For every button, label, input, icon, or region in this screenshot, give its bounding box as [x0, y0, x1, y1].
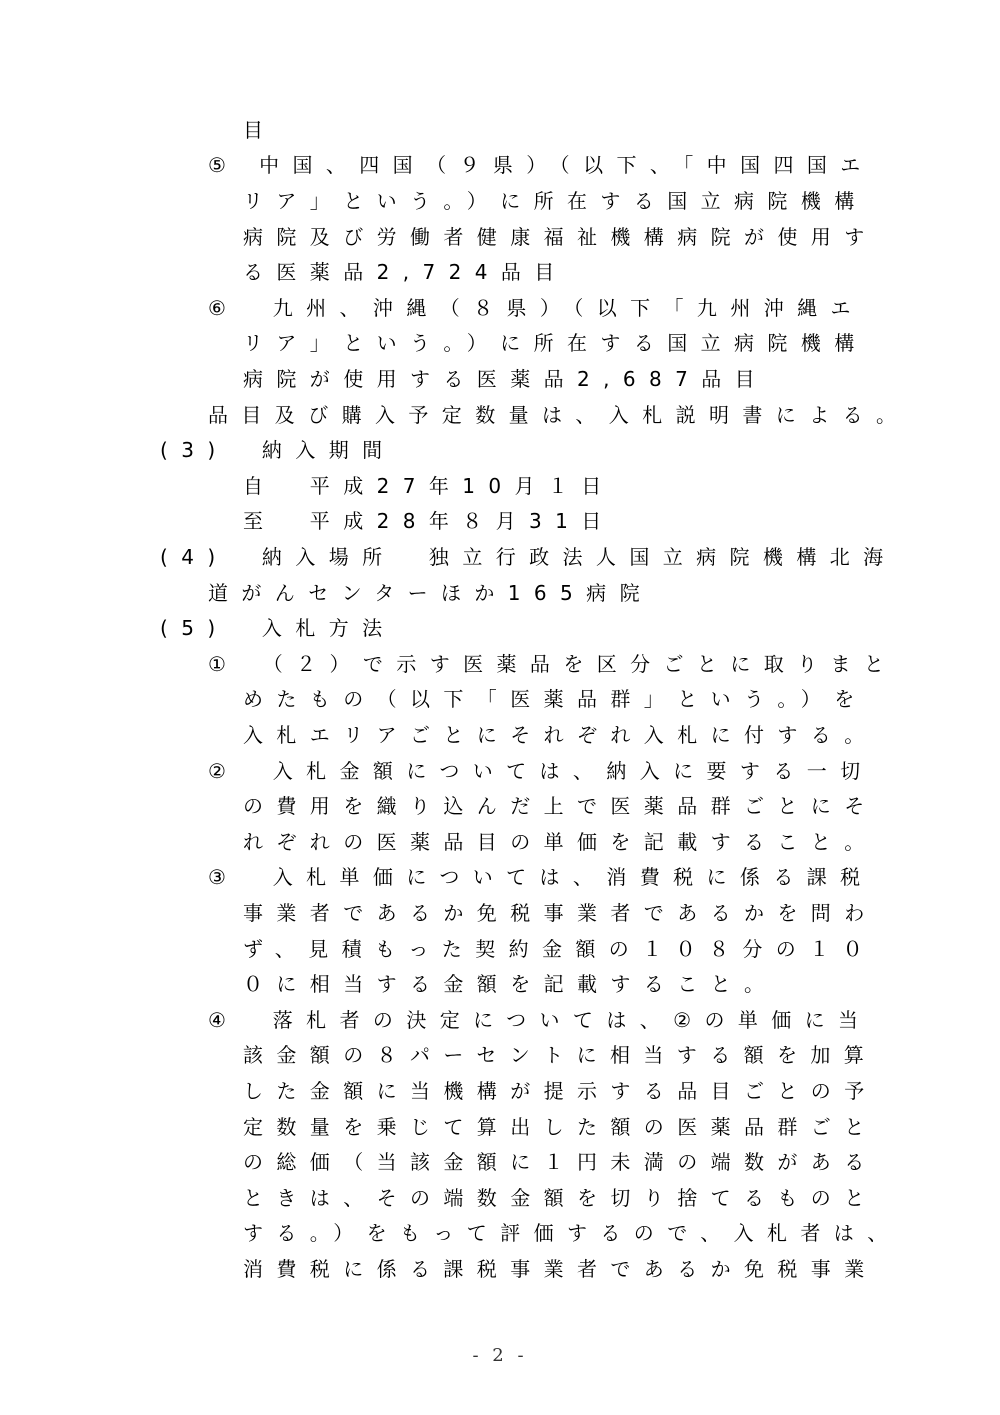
text-line: 道がんセンターほか165病院: [208, 581, 653, 605]
text-line: 自 平成27年10月１日: [243, 474, 615, 498]
text-line: リア」という。）に所在する国立病院機構: [243, 331, 868, 355]
text-line: 定数量を乗じて算出した額の医薬品群ごと: [243, 1115, 878, 1139]
text-line: ず、見積もった契約金額の１０８分の１０: [243, 937, 876, 961]
text-line: ときは、その端数金額を切り捨てるものと: [243, 1186, 878, 1210]
list-item-5: ⑤ 中国、四国（９県）（以下、「中国四国エ: [208, 153, 874, 177]
text-line: 事業者であるか免税事業者であるかを問わ: [243, 901, 878, 925]
text-line: 至 平成28年８月31日: [243, 509, 615, 533]
text-line: 消費税に係る課税事業者であるか免税事業: [243, 1257, 878, 1281]
list-item-4: ④ 落札者の決定については、②の単価に当: [208, 1008, 872, 1032]
text-line: の費用を織り込んだ上で医薬品群ごとにそ: [243, 794, 878, 818]
text-line: した金額に当機構が提示する品目ごとの予: [243, 1079, 878, 1103]
text-line: する。）をもって評価するので、入札者は、: [243, 1221, 901, 1245]
text-line: れぞれの医薬品目の単価を記載すること。: [243, 830, 878, 854]
page-number: - 2 -: [472, 1345, 528, 1366]
section-heading-4: (4) 納入場所 独立行政法人国立病院機構北海: [160, 545, 897, 569]
text-line: の総価（当該金額に１円未満の端数がある: [243, 1150, 878, 1174]
section-heading-5: (5) 入札方法: [160, 616, 396, 640]
text-line: 病院及び労働者健康福祉機構病院が使用す: [243, 225, 878, 249]
text-line: 該金額の８パーセントに相当する額を加算: [243, 1043, 878, 1067]
list-item-3: ③ 入札単価については、消費税に係る課税: [208, 865, 874, 889]
text-line: 入札エリアごとにそれぞれ入札に付する。: [243, 723, 878, 747]
text-line: る医薬品2,724品目: [243, 260, 568, 284]
text-line: 病院が使用する医薬品2,687品目: [243, 367, 769, 391]
list-item-6: ⑥ 九州、沖縄（８県）（以下「九州沖縄エ: [208, 296, 864, 320]
section-heading-3: (3) 納入期間: [160, 438, 396, 462]
text-line: ０に相当する金額を記載すること。: [243, 972, 778, 996]
list-item-1: ① （２）で示す医薬品を区分ごとに取りまと: [208, 652, 898, 676]
text-line: 品目及び購入予定数量は、入札説明書による。: [208, 403, 910, 427]
text-line: めたもの（以下「医薬品群」という。）を: [243, 687, 868, 711]
list-item-2: ② 入札金額については、納入に要する一切: [208, 759, 874, 783]
text-line: 目: [243, 118, 277, 142]
text-line: リア」という。）に所在する国立病院機構: [243, 189, 868, 213]
